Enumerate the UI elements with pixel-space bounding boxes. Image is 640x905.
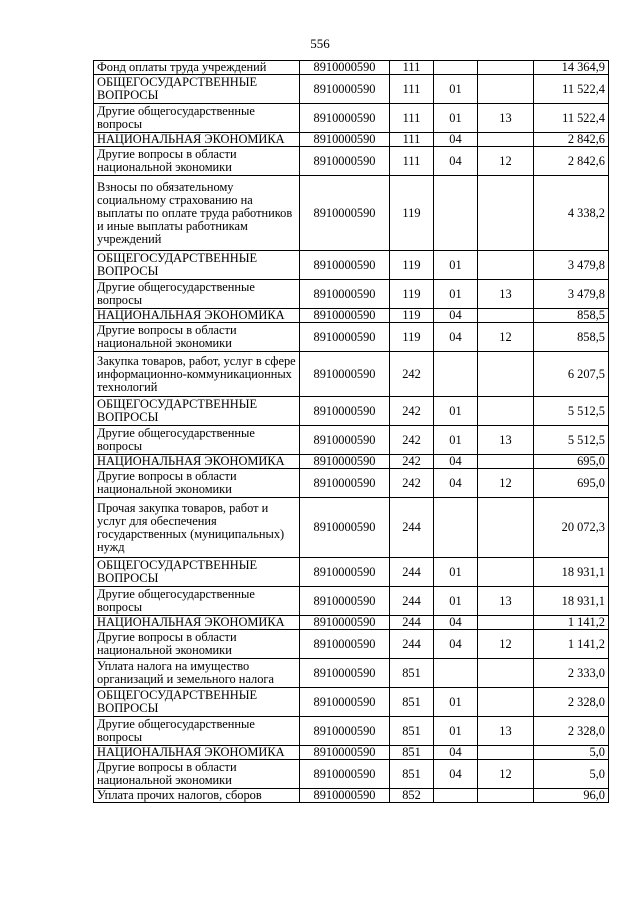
row-name: Другие вопросы в области национальной экономики xyxy=(94,147,300,176)
table-row xyxy=(94,147,609,176)
row-rz-code xyxy=(434,61,478,75)
row-rz-code xyxy=(434,498,478,558)
row-rz-code: 01 xyxy=(434,558,478,587)
row-sum: 858,5 xyxy=(534,323,609,352)
row-name: Другие общегосударственные вопросы xyxy=(94,104,300,133)
row-rz-code: 04 xyxy=(434,469,478,498)
row-csr-code: 8910000590 xyxy=(300,746,390,760)
row-rz-code: 01 xyxy=(434,688,478,717)
row-sum: 18 931,1 xyxy=(534,587,609,616)
row-pr-code xyxy=(478,133,534,147)
row-rz-code: 01 xyxy=(434,717,478,746)
row-vr-code: 851 xyxy=(390,746,434,760)
table-row xyxy=(94,75,609,104)
row-pr-code xyxy=(478,688,534,717)
table-row xyxy=(94,309,609,323)
row-vr-code: 119 xyxy=(390,323,434,352)
row-name: Взносы по обязательному социальному страхованию на выплаты по оплате труда работников и иные выплаты работникам учреждений xyxy=(94,176,300,251)
row-pr-code xyxy=(478,455,534,469)
row-name: Другие вопросы в области национальной экономики xyxy=(94,469,300,498)
row-rz-code: 01 xyxy=(434,104,478,133)
table-row xyxy=(94,789,609,803)
row-name: Фонд оплаты труда учреждений xyxy=(94,61,300,75)
row-name: Другие общегосударственные вопросы xyxy=(94,426,300,455)
table-row xyxy=(94,688,609,717)
row-rz-code: 01 xyxy=(434,251,478,280)
row-sum: 11 522,4 xyxy=(534,75,609,104)
row-vr-code: 242 xyxy=(390,397,434,426)
row-name: Другие вопросы в области национальной экономики xyxy=(94,760,300,789)
row-sum: 1 141,2 xyxy=(534,616,609,630)
row-pr-code: 13 xyxy=(478,280,534,309)
table-row xyxy=(94,498,609,558)
row-pr-code xyxy=(478,498,534,558)
row-name: Другие общегосударственные вопросы xyxy=(94,587,300,616)
page-number: 556 xyxy=(310,36,330,51)
row-name: Прочая закупка товаров, работ и услуг для обеспечения государственных (муниципальных) нужд xyxy=(94,498,300,558)
row-name: Уплата прочих налогов, сборов xyxy=(94,789,300,803)
row-sum: 14 364,9 xyxy=(534,61,609,75)
row-csr-code: 8910000590 xyxy=(300,176,390,251)
row-rz-code xyxy=(434,352,478,397)
table-row xyxy=(94,426,609,455)
table-row xyxy=(94,587,609,616)
row-vr-code: 111 xyxy=(390,61,434,75)
row-pr-code xyxy=(478,397,534,426)
row-name: Другие вопросы в области национальной экономики xyxy=(94,323,300,352)
row-pr-code: 12 xyxy=(478,323,534,352)
row-csr-code: 8910000590 xyxy=(300,352,390,397)
row-rz-code: 04 xyxy=(434,455,478,469)
table-row xyxy=(94,176,609,251)
row-rz-code: 04 xyxy=(434,746,478,760)
row-name: Закупка товаров, работ, услуг в сфере информационно-коммуникационных технологий xyxy=(94,352,300,397)
row-rz-code: 01 xyxy=(434,397,478,426)
row-rz-code: 04 xyxy=(434,147,478,176)
row-vr-code: 119 xyxy=(390,251,434,280)
row-name: НАЦИОНАЛЬНАЯ ЭКОНОМИКА xyxy=(94,746,300,760)
row-rz-code: 01 xyxy=(434,587,478,616)
row-vr-code: 244 xyxy=(390,616,434,630)
row-vr-code: 119 xyxy=(390,176,434,251)
row-pr-code xyxy=(478,251,534,280)
table-row xyxy=(94,659,609,688)
row-vr-code: 244 xyxy=(390,498,434,558)
row-rz-code: 04 xyxy=(434,760,478,789)
row-pr-code xyxy=(478,659,534,688)
table-row xyxy=(94,558,609,587)
row-sum: 2 328,0 xyxy=(534,717,609,746)
row-pr-code: 13 xyxy=(478,426,534,455)
row-sum: 3 479,8 xyxy=(534,251,609,280)
row-name: НАЦИОНАЛЬНАЯ ЭКОНОМИКА xyxy=(94,616,300,630)
row-csr-code: 8910000590 xyxy=(300,426,390,455)
row-csr-code: 8910000590 xyxy=(300,133,390,147)
row-rz-code xyxy=(434,659,478,688)
table-row xyxy=(94,133,609,147)
row-rz-code: 01 xyxy=(434,280,478,309)
table-row xyxy=(94,469,609,498)
row-vr-code: 851 xyxy=(390,760,434,789)
row-pr-code: 12 xyxy=(478,760,534,789)
row-csr-code: 8910000590 xyxy=(300,280,390,309)
row-sum: 1 141,2 xyxy=(534,630,609,659)
row-vr-code: 851 xyxy=(390,717,434,746)
row-pr-code xyxy=(478,75,534,104)
row-csr-code: 8910000590 xyxy=(300,469,390,498)
row-sum: 695,0 xyxy=(534,469,609,498)
row-sum: 5 512,5 xyxy=(534,397,609,426)
row-csr-code: 8910000590 xyxy=(300,717,390,746)
row-name: ОБЩЕГОСУДАРСТВЕННЫЕ ВОПРОСЫ xyxy=(94,688,300,717)
row-csr-code: 8910000590 xyxy=(300,397,390,426)
row-sum: 6 207,5 xyxy=(534,352,609,397)
row-name: Другие вопросы в области национальной экономики xyxy=(94,630,300,659)
row-pr-code: 12 xyxy=(478,147,534,176)
row-vr-code: 242 xyxy=(390,352,434,397)
table-row xyxy=(94,717,609,746)
row-rz-code xyxy=(434,789,478,803)
row-name: Другие общегосударственные вопросы xyxy=(94,717,300,746)
row-pr-code xyxy=(478,309,534,323)
row-vr-code: 111 xyxy=(390,147,434,176)
row-sum: 3 479,8 xyxy=(534,280,609,309)
row-vr-code: 851 xyxy=(390,659,434,688)
row-name: ОБЩЕГОСУДАРСТВЕННЫЕ ВОПРОСЫ xyxy=(94,251,300,280)
row-csr-code: 8910000590 xyxy=(300,630,390,659)
row-csr-code: 8910000590 xyxy=(300,688,390,717)
table-row xyxy=(94,323,609,352)
row-pr-code xyxy=(478,746,534,760)
table-row xyxy=(94,746,609,760)
row-sum: 2 842,6 xyxy=(534,133,609,147)
row-rz-code: 01 xyxy=(434,75,478,104)
row-rz-code: 04 xyxy=(434,133,478,147)
row-vr-code: 242 xyxy=(390,426,434,455)
row-sum: 2 842,6 xyxy=(534,147,609,176)
row-csr-code: 8910000590 xyxy=(300,498,390,558)
table-body xyxy=(94,61,609,803)
row-name: НАЦИОНАЛЬНАЯ ЭКОНОМИКА xyxy=(94,133,300,147)
row-pr-code xyxy=(478,789,534,803)
row-pr-code xyxy=(478,176,534,251)
row-sum: 5 512,5 xyxy=(534,426,609,455)
row-sum: 11 522,4 xyxy=(534,104,609,133)
row-rz-code: 04 xyxy=(434,616,478,630)
row-pr-code xyxy=(478,352,534,397)
row-sum: 18 931,1 xyxy=(534,558,609,587)
table-row xyxy=(94,61,609,75)
row-csr-code: 8910000590 xyxy=(300,323,390,352)
row-vr-code: 244 xyxy=(390,630,434,659)
row-sum: 858,5 xyxy=(534,309,609,323)
row-vr-code: 119 xyxy=(390,309,434,323)
row-vr-code: 852 xyxy=(390,789,434,803)
row-csr-code: 8910000590 xyxy=(300,75,390,104)
row-pr-code xyxy=(478,616,534,630)
table-row xyxy=(94,352,609,397)
row-csr-code: 8910000590 xyxy=(300,309,390,323)
row-csr-code: 8910000590 xyxy=(300,61,390,75)
row-vr-code: 111 xyxy=(390,104,434,133)
row-pr-code: 13 xyxy=(478,104,534,133)
row-rz-code: 01 xyxy=(434,426,478,455)
row-name: НАЦИОНАЛЬНАЯ ЭКОНОМИКА xyxy=(94,455,300,469)
row-vr-code: 111 xyxy=(390,133,434,147)
row-csr-code: 8910000590 xyxy=(300,147,390,176)
row-pr-code: 13 xyxy=(478,717,534,746)
row-pr-code: 12 xyxy=(478,469,534,498)
table-row xyxy=(94,280,609,309)
row-pr-code: 13 xyxy=(478,587,534,616)
row-vr-code: 244 xyxy=(390,558,434,587)
row-pr-code xyxy=(478,558,534,587)
row-name: ОБЩЕГОСУДАРСТВЕННЫЕ ВОПРОСЫ xyxy=(94,75,300,104)
table-row xyxy=(94,760,609,789)
row-name: ОБЩЕГОСУДАРСТВЕННЫЕ ВОПРОСЫ xyxy=(94,397,300,426)
row-rz-code: 04 xyxy=(434,309,478,323)
row-csr-code: 8910000590 xyxy=(300,587,390,616)
table-row xyxy=(94,397,609,426)
row-csr-code: 8910000590 xyxy=(300,104,390,133)
row-vr-code: 119 xyxy=(390,280,434,309)
table-row xyxy=(94,616,609,630)
row-rz-code: 04 xyxy=(434,323,478,352)
row-sum: 20 072,3 xyxy=(534,498,609,558)
table-row xyxy=(94,630,609,659)
row-csr-code: 8910000590 xyxy=(300,558,390,587)
row-sum: 5,0 xyxy=(534,746,609,760)
row-csr-code: 8910000590 xyxy=(300,455,390,469)
row-rz-code xyxy=(434,176,478,251)
row-name: Уплата налога на имущество организаций и земельного налога xyxy=(94,659,300,688)
row-sum: 4 338,2 xyxy=(534,176,609,251)
row-pr-code: 12 xyxy=(478,630,534,659)
row-csr-code: 8910000590 xyxy=(300,616,390,630)
row-csr-code: 8910000590 xyxy=(300,251,390,280)
row-csr-code: 8910000590 xyxy=(300,659,390,688)
row-csr-code: 8910000590 xyxy=(300,760,390,789)
row-vr-code: 244 xyxy=(390,587,434,616)
row-sum: 2 328,0 xyxy=(534,688,609,717)
row-vr-code: 242 xyxy=(390,455,434,469)
table-row xyxy=(94,455,609,469)
row-pr-code xyxy=(478,61,534,75)
row-sum: 96,0 xyxy=(534,789,609,803)
row-name: НАЦИОНАЛЬНАЯ ЭКОНОМИКА xyxy=(94,309,300,323)
table-row xyxy=(94,251,609,280)
row-name: Другие общегосударственные вопросы xyxy=(94,280,300,309)
row-sum: 5,0 xyxy=(534,760,609,789)
table-row xyxy=(94,104,609,133)
row-rz-code: 04 xyxy=(434,630,478,659)
row-vr-code: 111 xyxy=(390,75,434,104)
row-vr-code: 242 xyxy=(390,469,434,498)
row-name: ОБЩЕГОСУДАРСТВЕННЫЕ ВОПРОСЫ xyxy=(94,558,300,587)
row-sum: 2 333,0 xyxy=(534,659,609,688)
budget-table xyxy=(93,60,609,803)
row-csr-code: 8910000590 xyxy=(300,789,390,803)
row-sum: 695,0 xyxy=(534,455,609,469)
row-vr-code: 851 xyxy=(390,688,434,717)
